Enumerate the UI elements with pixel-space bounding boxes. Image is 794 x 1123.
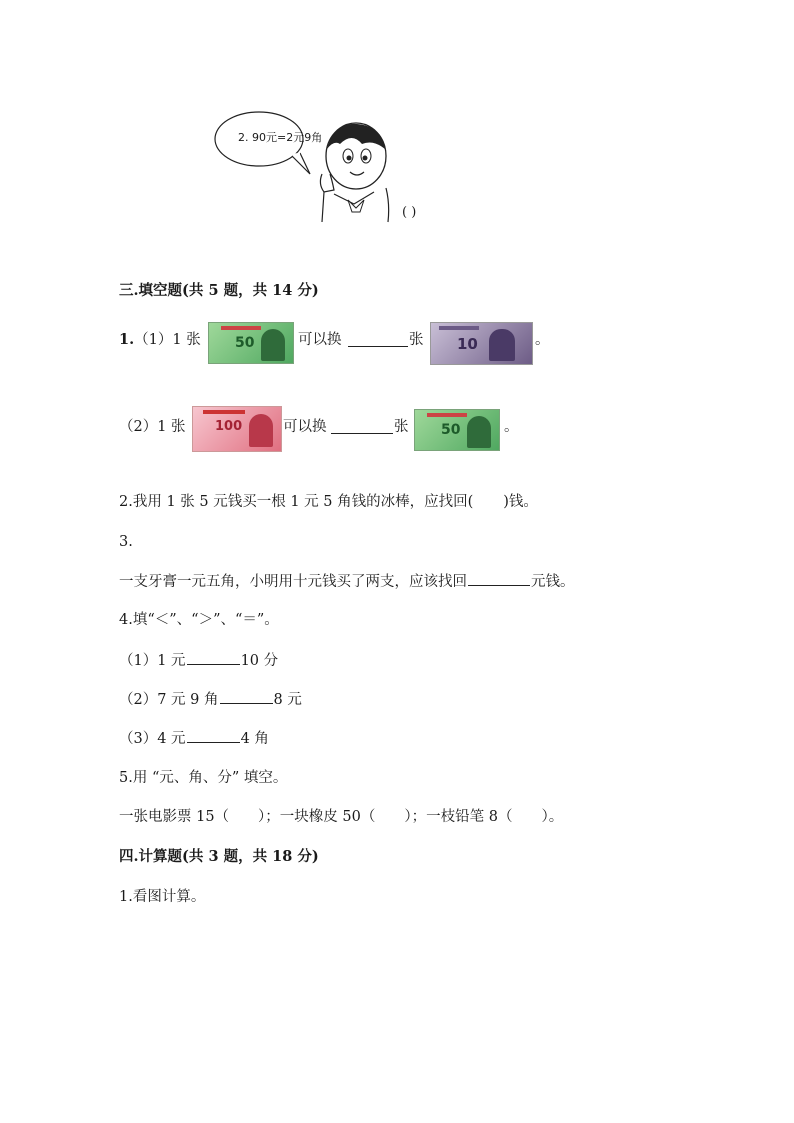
q4-item-2-right: 8 元 [273, 692, 302, 708]
portrait-icon [261, 329, 285, 361]
banknote-header-strip [203, 410, 245, 414]
q2-text-b: )钱。 [503, 494, 538, 510]
banknote-10-image [430, 322, 533, 365]
q5-title: 5.用 “元、角、分” 填空。 [119, 770, 288, 786]
q1-part1-text: （1）1 张 [134, 332, 201, 348]
q3-text-a: 一支牙膏一元五角，小明用十元钱买了两支，应该找回 [119, 574, 467, 590]
q4-item-1-right: 10 分 [240, 653, 279, 669]
q1-part1-blank [348, 332, 408, 347]
q4-title: 4.填“＜”、“＞”、“＝”。 [119, 612, 279, 628]
q1-part1-mid: 可以换 [298, 332, 342, 348]
q1-part2-prefix: （2）1 张 [119, 419, 186, 435]
section-4-q1: 1.看图计算。 [119, 889, 206, 905]
q1-part2-blank [331, 419, 393, 434]
portrait-icon [249, 414, 273, 447]
q4-item-3-right: 4 角 [240, 731, 269, 747]
illustration [214, 104, 394, 226]
section-3-title: 三.填空题(共 5 题，共 14 分) [119, 282, 319, 299]
banknote-50-image [414, 409, 500, 451]
q4-item-1-blank [187, 650, 240, 665]
banknote-header-strip [221, 326, 261, 330]
q1-part2-mid: 可以换 [283, 419, 327, 435]
q1-part1-prefix [119, 330, 201, 350]
q3-number: 3. [119, 534, 133, 550]
q3-text [119, 571, 575, 592]
q1-part1-end: 。 [535, 332, 550, 348]
q1-part2-end: 。 [504, 419, 519, 435]
q5-text: 一张电影票 15（ ）；一块橡皮 50（ ）；一枝铅笔 8（ ）。 [119, 809, 564, 825]
q4-item-1 [119, 650, 278, 671]
q4-item-3-left: （3）4 元 [119, 731, 186, 747]
section-4-title: 四.计算题(共 3 题，共 18 分) [119, 848, 319, 865]
banknote-100-value: 100 [215, 419, 243, 434]
q3-text-b: 元钱。 [531, 574, 575, 590]
q4-item-3-blank [187, 728, 240, 743]
q4-item-2-left: （2）7 元 9 角 [119, 692, 219, 708]
q2 [119, 492, 538, 512]
banknote-50-value: 50 [235, 335, 255, 351]
q4-item-3 [119, 728, 269, 749]
q1-part2-unit: 张 [394, 419, 409, 435]
q3-blank [468, 571, 530, 586]
q4-item-2 [119, 689, 302, 710]
banknote-10-value: 10 [457, 335, 478, 353]
banknote-header-strip [427, 413, 467, 417]
q1-part1-unit: 张 [409, 332, 424, 348]
portrait-icon [489, 329, 515, 361]
q4-item-1-left: （1）1 元 [119, 653, 186, 669]
banknote-50-value: 50 [441, 422, 461, 438]
speech-bubble-with-boy [214, 104, 394, 226]
banknote-header-strip [439, 326, 479, 330]
q4-item-2-blank [220, 689, 273, 704]
speech-text: 2. 90元=2元9角 [238, 131, 323, 144]
q2-text-a: 2.我用 1 张 5 元钱买一根 1 元 5 角钱的冰棒，应找回( [119, 494, 474, 510]
q1-number: 1. [119, 331, 135, 348]
portrait-icon [467, 416, 491, 448]
banknote-50-image [208, 322, 294, 364]
illustration-answer-paren: ( ) [402, 205, 417, 220]
banknote-100-image [192, 406, 282, 452]
